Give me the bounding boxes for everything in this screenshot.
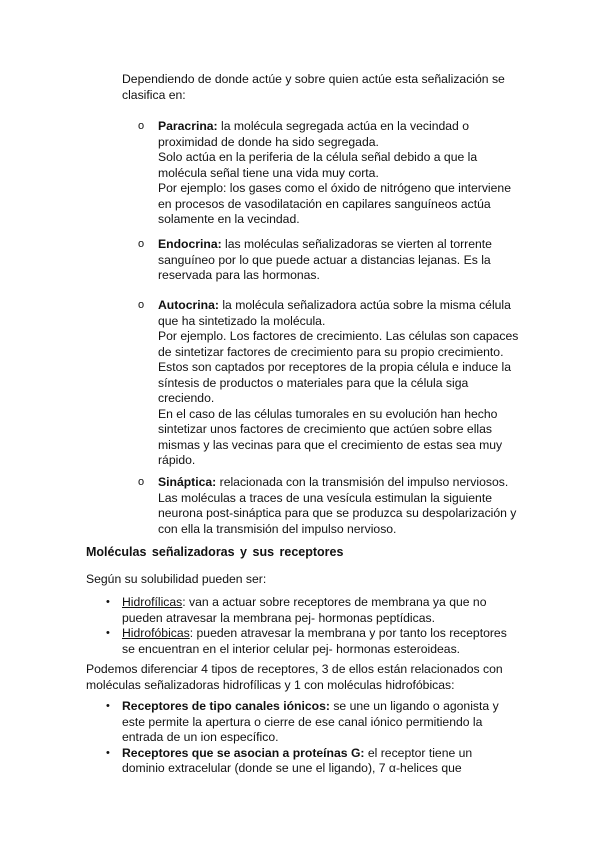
- intro-paragraph: Dependiendo de donde actúe y sobre quien actúe esta señalización se clasifica en:: [122, 72, 505, 102]
- description-line: Solo actúa en la periferia de la célula señal debido a que la molécula señal tiene una vida muy corta.: [158, 150, 478, 180]
- term-label: Receptores que se asocian a proteínas G:: [122, 745, 365, 760]
- list-item: [104, 626, 514, 657]
- bullet-icon: o: [138, 299, 145, 311]
- type-item-autocrina: [138, 298, 520, 469]
- solubility-list: [104, 595, 514, 657]
- description-line: En el caso de las células tumorales en su evolución han hecho sintetizar unos factores de crecimiento que actúen sobre ellas mismas y las vecinas para que el crecimiento de estas sea muy rápido.: [158, 406, 503, 467]
- list-item: [104, 595, 514, 626]
- item-text: se une un ligando o agonista y este permite la apertura o cierre de ese canal iónico permitiendo la entrada de un ion específico.: [122, 699, 499, 744]
- item-text: el receptor tiene un dominio extracelular (donde se une el ligando), 7 α-helices que: [122, 745, 473, 775]
- item-text: : pueden atravesar la membrana y por tanto los receptores se encuentran en el interior celular pej- hormonas esteroideas.: [122, 626, 507, 656]
- description-line: la molécula segregada actúa en la vecindad o proximidad de donde ha sido segregada.: [158, 119, 469, 149]
- type-item-endocrina: [138, 237, 520, 284]
- description-line: Por ejemplo. Los factores de crecimiento. Las células son capaces de sintetizar factores de crecimiento para su propio crecimiento. Estos son captados por receptores de la propia célula e induce la síntesis de productos o materiales para que la célula siga creciendo.: [158, 329, 519, 405]
- bullet-icon: o: [138, 476, 145, 488]
- bullet-icon: •: [106, 700, 110, 712]
- bullet-icon: •: [106, 746, 110, 759]
- description-line: Por ejemplo: los gases como el óxido de nitrógeno que interviene en procesos de vasodilatación en capilares sanguíneos actúa solamente en la vecindad.: [158, 181, 511, 226]
- section-heading: Moléculas señalizadoras y sus receptores: [86, 545, 344, 559]
- list-item: [104, 699, 514, 746]
- term-label: Sináptica:: [158, 475, 217, 489]
- solubility-intro: Según su solubilidad pueden ser:: [86, 572, 267, 586]
- receptors-intro: Podemos diferenciar 4 tipos de receptores, 3 de ellos están relacionados con moléculas señalizadoras hidrofílicas y 1 con moléculas hidrofóbicas:: [86, 662, 503, 692]
- list-item: [104, 746, 514, 777]
- type-item-sinaptica: [138, 475, 520, 537]
- term-label: Endocrina:: [158, 237, 222, 251]
- bullet-icon: •: [106, 596, 110, 608]
- term-label: Hidrofóbicas: [122, 626, 190, 640]
- bullet-icon: o: [138, 120, 145, 132]
- description-line: la molécula señalizadora actúa sobre la misma célula que ha sintetizado la molécula.: [158, 298, 511, 328]
- item-text: : van a actuar sobre receptores de membrana ya que no pueden atravesar la membrana pej- hormonas peptídicas.: [122, 595, 487, 625]
- description-line: relacionada con la transmisión del impulso nerviosos. Las moléculas a traces de una vesícula estimulan la siguiente neurona post-sináptica para que se produzca su despolarización y con ella la transmisión del impulso nervioso.: [158, 475, 517, 536]
- term-label: Autocrina:: [158, 298, 219, 312]
- description-line: las moléculas señalizadoras se vierten al torrente sanguíneo por lo que puede actuar a distancias lejanas. Es la reservada para las hormonas.: [158, 237, 492, 282]
- bullet-icon: •: [106, 627, 110, 639]
- bullet-icon: o: [138, 238, 145, 250]
- type-item-paracrina: [138, 119, 520, 228]
- term-label: Hidrofílicas: [122, 595, 183, 609]
- term-label: Receptores de tipo canales iónicos:: [122, 699, 330, 713]
- receptors-list: [104, 699, 514, 777]
- term-label: Paracrina:: [158, 119, 218, 133]
